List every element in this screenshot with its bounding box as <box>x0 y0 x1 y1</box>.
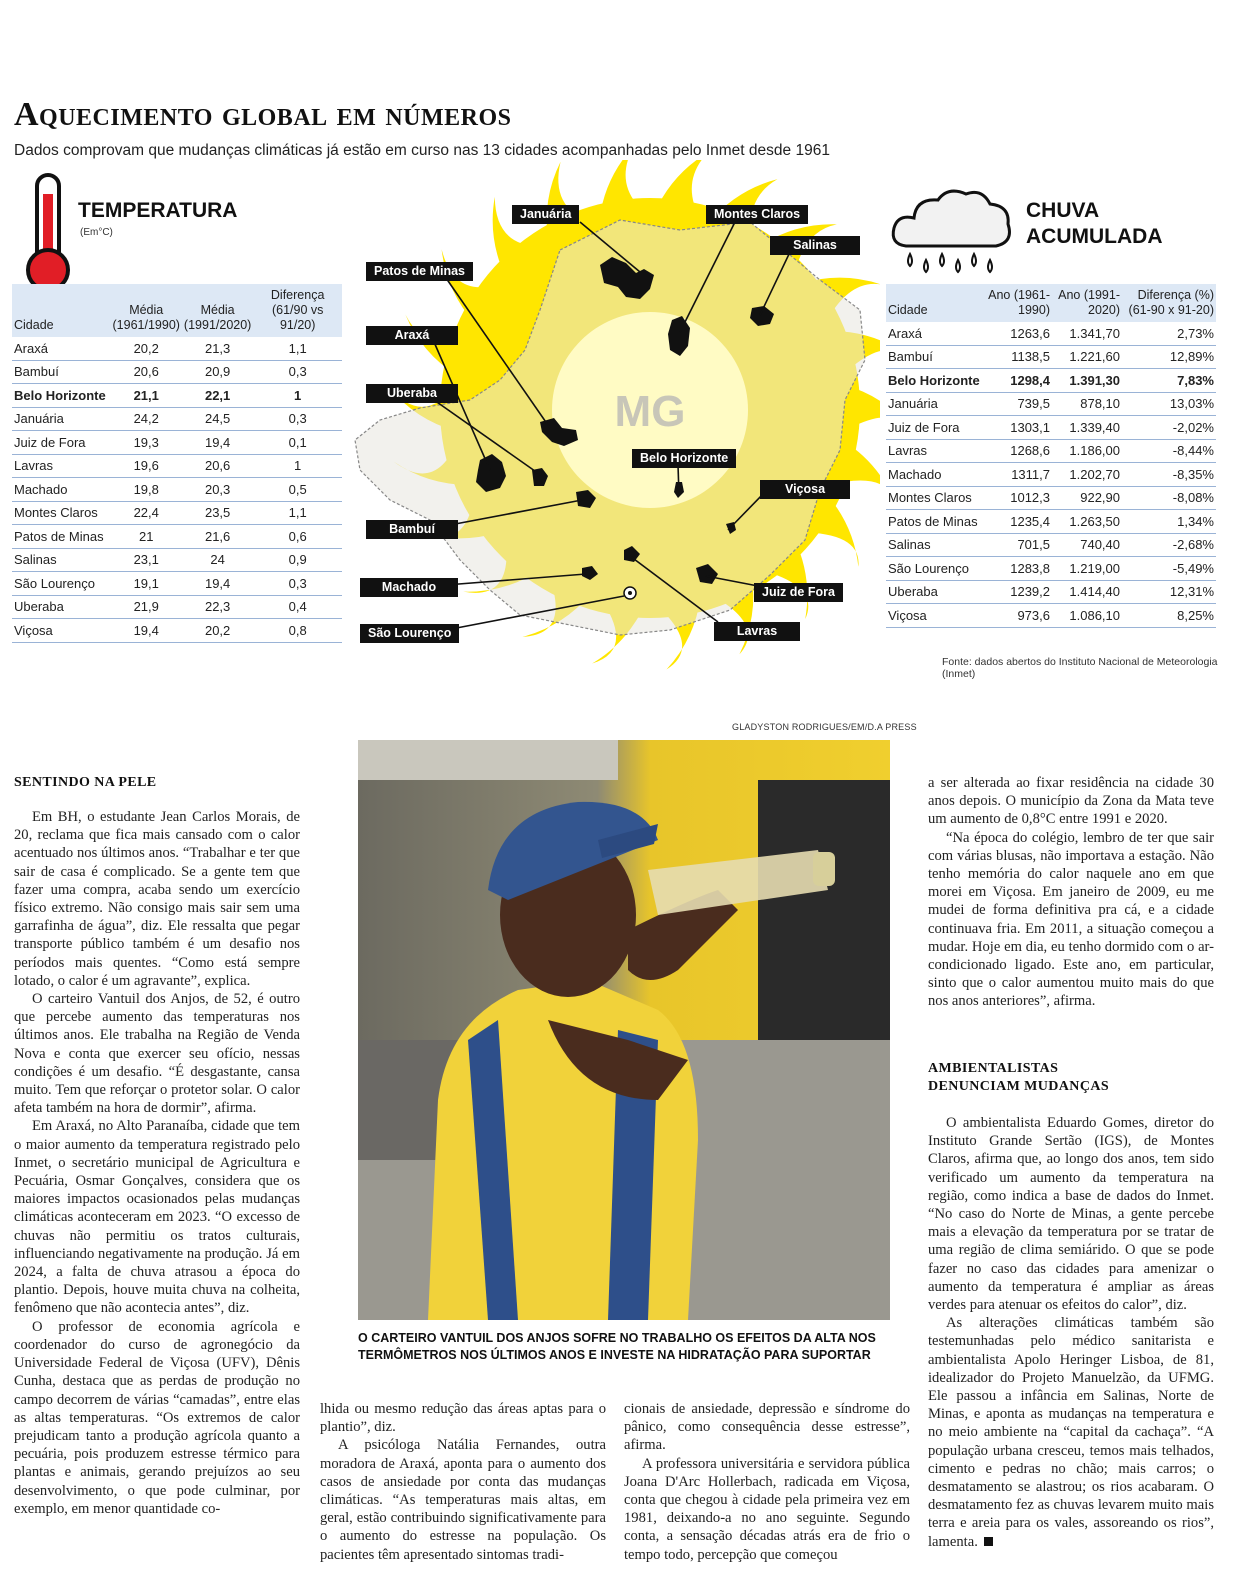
rain-difference: 12,31% <box>1122 580 1216 604</box>
avg-1961-1990: 23,1 <box>111 548 182 572</box>
article-column-2 <box>320 1400 606 1564</box>
rain-difference: -8,44% <box>1122 439 1216 463</box>
table-row <box>886 369 1216 393</box>
avg-1991-2020: 23,5 <box>182 501 253 525</box>
table-row <box>12 454 342 478</box>
rain-1991-2020: 922,90 <box>1052 486 1122 510</box>
article-column-3 <box>624 1400 910 1564</box>
avg-1991-2020: 20,2 <box>182 619 253 643</box>
map-label-araxa: Araxá <box>366 326 458 345</box>
avg-1961-1990: 19,6 <box>111 454 182 478</box>
rain-title-line2: ACUMULADA <box>1026 225 1163 248</box>
city-name: Araxá <box>12 337 111 360</box>
table-row <box>886 533 1216 557</box>
rain-1991-2020: 740,40 <box>1052 533 1122 557</box>
avg-1991-2020: 21,3 <box>182 337 253 360</box>
rain-1991-2020: 1.263,50 <box>1052 510 1122 534</box>
city-name: Juiz de Fora <box>12 431 111 455</box>
paragraph: a ser alterada ao fixar residência na cidade 30 anos depois. O município da Zona da Mata teve um aumento de 0,8°C entre 1991 e 2020. <box>928 775 1214 828</box>
map-label-montes-claros: Montes Claros <box>706 205 808 224</box>
table-row <box>12 478 342 502</box>
city-name: Lavras <box>12 454 111 478</box>
rain-difference: 1,34% <box>1122 510 1216 534</box>
paragraph: Em Araxá, no Alto Paranaíba, cidade que tem o maior aumento da temperatura registrado pelo Inmet, o secretário municipal de Agricultura e Pecuária, Osmar Gonçalves, considera que os maiores impactos ocasionados pelas mudanças climáticas aconteceram em 2023. “O excesso de chuvas não permitiu os tratos culturais, influenciando negativamente na produção. Já em 2024, a falta de chuva atrasou a época do plantio. Depois, houve muita chuva na colheita, fenômeno que não acontecia antes”, diz. <box>14 1118 300 1317</box>
map-label-machado: Machado <box>360 578 458 597</box>
kicker-ambientalistas-line1: AMBIENTALISTAS <box>928 1061 1059 1076</box>
table-row <box>12 407 342 431</box>
photo-postman-drinking-water <box>358 740 890 1320</box>
paragraph: cionais de ansiedade, depressão e síndrome do pânico, como consequência desse estresse”, afirma. <box>624 1401 910 1454</box>
avg-1961-1990: 21,9 <box>111 595 182 619</box>
city-name: Machado <box>12 478 111 502</box>
headline: Aquecimento global em números <box>14 96 512 133</box>
paragraph: A professora universitária e servidora pública Joana D'Arc Hollerbach, radicada em Viçosa, conta que chegou à cidade pela primeira vez em 1981, deixando-a no ano seguinte. Segundo conta, a sensação décadas atrás era de frio o tempo todo, percepção que começou <box>624 1455 910 1563</box>
temp-header-diff: Diferença (61/90 vs 91/20) <box>253 284 342 337</box>
temp-header-avg1: Média (1961/1990) <box>111 284 182 337</box>
city-name: Uberaba <box>886 580 986 604</box>
city-name: São Lourenço <box>886 557 986 581</box>
table-row <box>886 510 1216 534</box>
rain-1991-2020: 1.414,40 <box>1052 580 1122 604</box>
temp-header-city: Cidade <box>12 284 111 337</box>
avg-1991-2020: 20,9 <box>182 360 253 384</box>
table-row <box>886 322 1216 345</box>
table-row <box>12 595 342 619</box>
table-row <box>886 580 1216 604</box>
map-label-sao-lourenco: São Lourenço <box>360 624 459 643</box>
temp-difference: 0,9 <box>253 548 342 572</box>
table-row <box>886 345 1216 369</box>
city-name: Machado <box>886 463 986 487</box>
map-label-vicosa: Viçosa <box>760 480 850 499</box>
city-name: Araxá <box>886 322 986 345</box>
rain-1961-1990: 1235,4 <box>986 510 1052 534</box>
map-label-belo-horizonte: Belo Horizonte <box>632 449 736 468</box>
temp-difference: 0,3 <box>253 360 342 384</box>
avg-1961-1990: 19,4 <box>111 619 182 643</box>
city-name: Viçosa <box>12 619 111 643</box>
photo-credit: GLADYSTON RODRIGUES/EM/D.A PRESS <box>732 722 917 732</box>
rain-1991-2020: 1.221,60 <box>1052 345 1122 369</box>
thermometer-icon <box>24 172 76 294</box>
avg-1961-1990: 19,1 <box>111 572 182 596</box>
city-name: Patos de Minas <box>12 525 111 549</box>
avg-1961-1990: 20,6 <box>111 360 182 384</box>
table-row <box>886 392 1216 416</box>
avg-1961-1990: 24,2 <box>111 407 182 431</box>
rain-difference: -8,08% <box>1122 486 1216 510</box>
rain-title-line1: CHUVA <box>1026 199 1100 222</box>
city-name: Viçosa <box>886 604 986 628</box>
table-row <box>886 486 1216 510</box>
table-row <box>12 525 342 549</box>
map-label-juiz-de-fora: Juiz de Fora <box>754 583 843 602</box>
temp-difference: 0,8 <box>253 619 342 643</box>
rain-header-diff: Diferença (%) (61-90 x 91-20) <box>1122 284 1216 322</box>
rain-1991-2020: 1.086,10 <box>1052 604 1122 628</box>
rain-1991-2020: 1.202,70 <box>1052 463 1122 487</box>
end-of-article-mark <box>984 1537 993 1546</box>
rain-1961-1990: 1138,5 <box>986 345 1052 369</box>
paragraph: O ambientalista Eduardo Gomes, diretor do Instituto Grande Sertão (IGS), de Montes Claros, afirma que, ao longo dos anos, tem sido verificado um aumento da temperatura na região, como indica a base de dados do Inmet. “No caso do Norte de Minas, a gente percebe mais a elevação da temperatura por se tratar de uma região de clima semiárido. O que se pode fazer no caso das cidades para amenizar o aumento da temperatura é ampliar as áreas verdes para atenuar os efeitos do calor”, diz. <box>928 1115 1214 1314</box>
rain-1961-1990: 1268,6 <box>986 439 1052 463</box>
rain-difference: 8,25% <box>1122 604 1216 628</box>
avg-1991-2020: 24 <box>182 548 253 572</box>
rain-table <box>886 284 1216 628</box>
temp-difference: 0,4 <box>253 595 342 619</box>
table-row <box>12 619 342 643</box>
rain-difference: 7,83% <box>1122 369 1216 393</box>
map-label-patos-de-minas: Patos de Minas <box>366 262 473 281</box>
table-row <box>12 384 342 408</box>
paragraph: O professor de economia agrícola e coordenador do curso de agronegócio da Universidade Federal de Viçosa (UFV), Dênis Cunha, destaca que as perdas de produção no campo decorrem de várias “camadas”, entre elas as altas temperaturas. “Os extremos de calor prejudicam tanto a produção agrícola quanto a pecuária, pois produzem estresse térmico para plantas e animais, gerando prejuízos ao seu desenvolvimento, o que pode culminar, por exemplo, em menor quantidade co- <box>14 1318 300 1517</box>
map-label-januaria: Januária <box>512 205 579 224</box>
avg-1961-1990: 22,4 <box>111 501 182 525</box>
table-row <box>12 572 342 596</box>
table-row <box>886 439 1216 463</box>
paragraph: O carteiro Vantuil dos Anjos, de 52, é outro que percebe aumento das temperaturas nos últimos anos. Ele trabalha na Região de Venda Nova e conta que exercer seu ofício, nessas condições é um desafio. “É desgastante, cansa muito. Tem que reforçar o protetor solar. O calor afeta também na hora de dormir”, afirma. <box>14 991 300 1117</box>
table-row <box>886 463 1216 487</box>
map-label-bambui: Bambuí <box>366 520 458 539</box>
city-name: Belo Horizonte <box>12 384 111 408</box>
city-name: Januária <box>12 407 111 431</box>
avg-1991-2020: 22,1 <box>182 384 253 408</box>
photo-caption: O CARTEIRO VANTUIL DOS ANJOS SOFRE NO TRABALHO OS EFEITOS DA ALTA NOS TERMÔMETROS NOS ÚLTIMOS ANOS E INVESTE NA HIDRATAÇÃO PARA SUPORTAR <box>358 1331 876 1362</box>
avg-1961-1990: 20,2 <box>111 337 182 360</box>
city-name: Bambuí <box>886 345 986 369</box>
city-name: Salinas <box>886 533 986 557</box>
table-row <box>886 604 1216 628</box>
city-name: Juiz de Fora <box>886 416 986 440</box>
rain-difference: -5,49% <box>1122 557 1216 581</box>
city-name: Januária <box>886 392 986 416</box>
article-column-4-top <box>928 774 1214 1011</box>
rain-1961-1990: 739,5 <box>986 392 1052 416</box>
temp-difference: 1 <box>253 384 342 408</box>
city-name: Salinas <box>12 548 111 572</box>
rain-1961-1990: 1239,2 <box>986 580 1052 604</box>
table-row <box>12 431 342 455</box>
rain-1991-2020: 1.391,30 <box>1052 369 1122 393</box>
rain-difference: -2,68% <box>1122 533 1216 557</box>
temp-header-avg2: Média (1991/2020) <box>182 284 253 337</box>
paragraph: Em BH, o estudante Jean Carlos Morais, de 20, reclama que fica mais cansado com o calor acentuado nos últimos anos. “Trabalhar e ter que sair de casa é complicado. Se a gente tem que fazer uma compra, acaba sendo um exercício físico extremo. Não consigo mais sair sem uma garrafinha de água”, diz. Ele ressalta que pegar transporte público também é um desafio nos períodos mais quentes. “Como está sempre lotado, o calor é um agravante”, explica. <box>14 809 300 989</box>
rain-header-year1: Ano (1961-1990) <box>986 284 1052 322</box>
city-name: Uberaba <box>12 595 111 619</box>
rain-1961-1990: 1012,3 <box>986 486 1052 510</box>
rain-1991-2020: 1.339,40 <box>1052 416 1122 440</box>
rain-1961-1990: 1263,6 <box>986 322 1052 345</box>
article-column-4-bottom <box>928 1114 1214 1551</box>
temp-difference: 1 <box>253 454 342 478</box>
avg-1991-2020: 20,6 <box>182 454 253 478</box>
temp-difference: 0,5 <box>253 478 342 502</box>
rain-1991-2020: 1.219,00 <box>1052 557 1122 581</box>
avg-1991-2020: 24,5 <box>182 407 253 431</box>
paragraph: As alterações climáticas também são testemunhadas pelo médico sanitarista e ambientalista Apolo Heringer Lisboa, de 81, idealizador do Projeto Manuelzão, da UFMG. Ele passou a infância em Salinas, Norte de Minas, e aponta as mudanças na temperatura e no meio ambiente na “capital da cachaça”. “A população urbana cresceu, temos mais telhados, cimento e pedras no chão; mais carros; o desmatamento se alastrou; os rios acabaram. O desmatamento fez as chuvas levarem muito mais terra e areia para os vales, assoreando os rios”, lamenta. <box>928 1315 1214 1550</box>
avg-1961-1990: 21,1 <box>111 384 182 408</box>
kicker-ambientalistas-line2: DENUNCIAM MUDANÇAS <box>928 1079 1110 1094</box>
map-label-lavras: Lavras <box>714 622 800 641</box>
temp-difference: 0,3 <box>253 572 342 596</box>
paragraph: lhida ou mesmo redução das áreas aptas para o plantio”, diz. <box>320 1401 606 1436</box>
city-name: São Lourenço <box>12 572 111 596</box>
city-name: Montes Claros <box>886 486 986 510</box>
table-row <box>12 337 342 360</box>
rain-1961-1990: 1311,7 <box>986 463 1052 487</box>
rain-1961-1990: 1303,1 <box>986 416 1052 440</box>
avg-1991-2020: 19,4 <box>182 572 253 596</box>
city-name: Lavras <box>886 439 986 463</box>
rain-header-year2: Ano (1991-2020) <box>1052 284 1122 322</box>
rain-difference: 12,89% <box>1122 345 1216 369</box>
avg-1991-2020: 20,3 <box>182 478 253 502</box>
rain-1961-1990: 973,6 <box>986 604 1052 628</box>
city-name: Patos de Minas <box>886 510 986 534</box>
avg-1991-2020: 21,6 <box>182 525 253 549</box>
map-label-salinas: Salinas <box>770 236 860 255</box>
avg-1991-2020: 19,4 <box>182 431 253 455</box>
temp-difference: 1,1 <box>253 337 342 360</box>
temp-difference: 0,1 <box>253 431 342 455</box>
rain-difference: 13,03% <box>1122 392 1216 416</box>
temperature-title: TEMPERATURA <box>78 199 238 222</box>
table-row <box>12 501 342 525</box>
article-column-1 <box>14 808 300 1518</box>
city-name: Montes Claros <box>12 501 111 525</box>
rain-1991-2020: 878,10 <box>1052 392 1122 416</box>
rain-1991-2020: 1.341,70 <box>1052 322 1122 345</box>
temperature-unit: (Em°C) <box>80 227 113 238</box>
state-label: MG <box>614 387 686 436</box>
avg-1991-2020: 22,3 <box>182 595 253 619</box>
temp-difference: 0,3 <box>253 407 342 431</box>
paragraph: A psicóloga Natália Fernandes, outra moradora de Araxá, aponta para o aumento dos casos de ansiedade por conta das mudanças climáticas. “As temperaturas mais altas, em geral, estão contribuindo significativamente para o aumento do estresse na população. Os pacientes têm apresentado sintomas tradi- <box>320 1437 606 1563</box>
temperature-table <box>12 284 342 643</box>
kicker-sentindo-na-pele: SENTINDO NA PELE <box>14 775 157 790</box>
temp-difference: 1,1 <box>253 501 342 525</box>
rain-1961-1990: 1298,4 <box>986 369 1052 393</box>
table-row <box>886 416 1216 440</box>
rain-difference: -8,35% <box>1122 463 1216 487</box>
avg-1961-1990: 19,8 <box>111 478 182 502</box>
table-row <box>886 557 1216 581</box>
rain-1961-1990: 701,5 <box>986 533 1052 557</box>
data-source: Fonte: dados abertos do Instituto Nacional de Meteorologia (Inmet) <box>942 656 1218 680</box>
city-name: Belo Horizonte <box>886 369 986 393</box>
avg-1961-1990: 19,3 <box>111 431 182 455</box>
rain-1991-2020: 1.186,00 <box>1052 439 1122 463</box>
paragraph: “Na época do colégio, lembro de ter que sair com várias blusas, não importava a estação. Não tenho memória do calor naquele ano em que morei em Viçosa. Em janeiro de 2009, eu me mudei de forma definitiva pra cá, e a cidade continuava fria. Em 2011, a situação começou a mudar. Hoje em dia, eu tenho dormido com o ar-condicionado ligado. Este ano, em particular, sinto que o calor aumentou muito mais do que nos anos anteriores”, afirma. <box>928 829 1214 1010</box>
rain-difference: 2,73% <box>1122 322 1216 345</box>
table-row <box>12 360 342 384</box>
map-label-uberaba: Uberaba <box>366 384 458 403</box>
rain-difference: -2,02% <box>1122 416 1216 440</box>
rain-1961-1990: 1283,8 <box>986 557 1052 581</box>
table-row <box>12 548 342 572</box>
city-name: Bambuí <box>12 360 111 384</box>
avg-1961-1990: 21 <box>111 525 182 549</box>
rain-cloud-icon <box>886 184 1018 284</box>
subheadline: Dados comprovam que mudanças climáticas já estão em curso nas 13 cidades acompanhadas pelo Inmet desde 1961 <box>14 142 830 159</box>
rain-header-city: Cidade <box>886 284 986 322</box>
temp-difference: 0,6 <box>253 525 342 549</box>
